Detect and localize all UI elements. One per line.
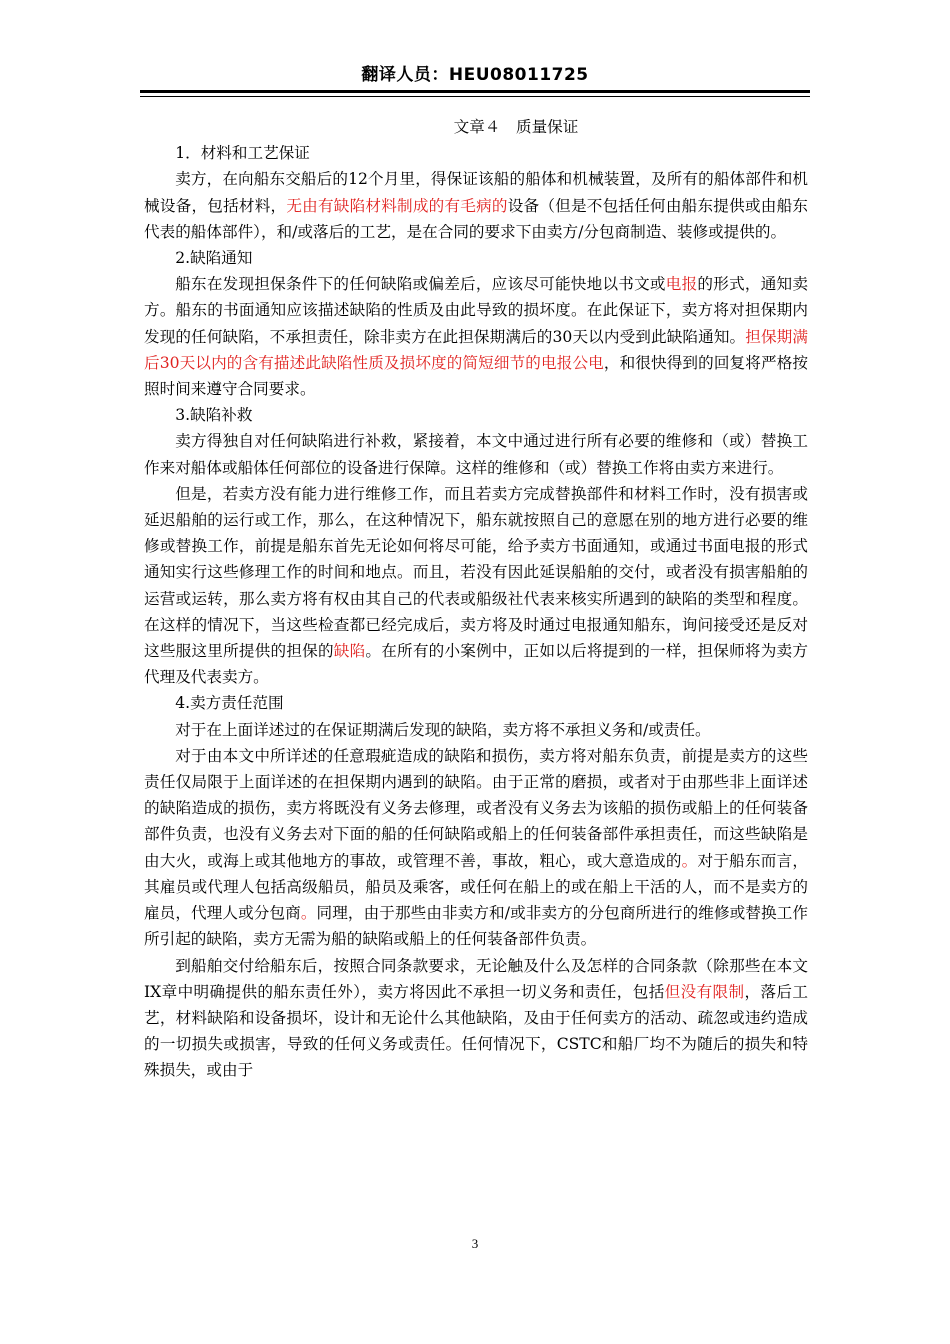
translator-header: 翻译人员：HEU08011725 [361, 65, 589, 85]
highlighted-text: 无由有缺陷材料制成的有毛病的 [286, 196, 508, 215]
article-title: 文章４ 质量保证 [453, 118, 579, 136]
section-heading-defect-notice: 2.缺陷通知 [175, 249, 253, 268]
paragraph-remedy-2 [144, 481, 808, 691]
document-body [144, 114, 808, 1084]
header-rule-thin [140, 96, 810, 97]
paragraph-liability-2 [144, 743, 808, 953]
text-run: 船东在发现担保条件下的任何缺陷或偏差后，应该尽可能快地以书文或 [175, 275, 666, 294]
paragraph-liability-1: 对于在上面详述过的在保证期满后发现的缺陷，卖方将不承担义务和/或责任。 [175, 720, 711, 739]
header-rule-thick [140, 90, 810, 93]
text-run: 到船舶交付给船东后，按照合同条款要求，无论触及什么及怎样的合同条款（除那些在本文IX章中明确提供的船东责任外），卖方将因此不承担一切义务和责任，包括 [144, 956, 808, 1001]
highlighted-text: 。 [681, 851, 698, 870]
highlighted-text: 电报 [665, 275, 698, 294]
text-run: 。在所有的小案例中，正如以后将提到的一样，担保师将为卖方代理及代表卖方。 [144, 642, 808, 687]
highlighted-text: 。 [300, 904, 317, 923]
text-run: ，落后工艺，材料缺陷和设备损坏，设计和无论什么其他缺陷，及由于任何卖方的活动、疏忽或违约造成的一切损失或损害，导致的任何义务或责任。任何情况下，CSTC和船厂均不为随后的损失和特殊损失，或由于 [144, 982, 808, 1080]
paragraph-defect-notice [144, 271, 808, 402]
paragraph-liability-3 [144, 953, 808, 1084]
text-run: 对于船东而言，其雇员或代理人包括高级船员，船员及乘客，或任何在船上的或在船上干活的人，而不是卖方的雇员，代理人或分包商 [144, 851, 808, 923]
highlighted-text: 但没有限制 [664, 982, 745, 1001]
text-run: 的形式，通知卖方。船东的书面通知应该描述缺陷的性质及由此导致的损坏度。在此保证下，卖方将对担保期内发现的任何缺陷，不承担责任，除非卖方在此担保期满后的30天以内受到此缺陷通知。 [144, 275, 808, 346]
text-run: ，和很快得到的回复将严格按照时间来遵守合同要求。 [144, 353, 808, 399]
text-run: 对于由本文中所详述的任意瑕疵造成的缺陷和损伤，卖方将对船东负责，前提是卖方的这些责任仅局限于上面详述的在担保期内遇到的缺陷。由于正常的磨损，或者对于由那些非上面详述的缺陷造成的损伤，卖方将既没有义务去修理，或者没有义务去为该船的损伤或船上的任何装备部件负责，也没有义务去对下面的船的任何缺陷或船上的任何装备部件承担责任，而这些缺陷是由大火，或海上或其他地方的事故，或管理不善，事故，粗心，或大意造成的 [144, 746, 808, 870]
text-run: 同理，由于那些由非卖方和/或非卖方的分包商所进行的维修或替换工作所引起的缺陷，卖方无需为船的缺陷或船上的任何装备部件负责。 [144, 904, 808, 949]
highlighted-text: 担保期满后30天以内的含有描述此缺陷性质及损坏度的简短细节的电报公电 [144, 327, 808, 372]
page-number: 3 [471, 1236, 479, 1251]
text-run: 但是，若卖方没有能力进行维修工作，而且若卖方完成替换部件和材料工作时，没有损害或延迟船舶的运行或工作，那么，在这种情况下，船东就按照自己的意愿在别的地方进行必要的维修或替换工作，前提是船东首先无论如何将尽可能，给予卖方书面通知，或通过书面电报的形式通知实行这些修理工作的时间和地点。而且，若没有因此延误船舶的交付，或者没有损害船舶的运营或运转，那么卖方将有权由其自己的代表或船级社代表来核实所遇到的缺陷的类型和程度。在这样的情况下，当这些检查都已经完成后，卖方将及时通过电报通知船东，询问接受还是反对这些服这里所提供的担保的 [144, 484, 808, 661]
paragraph-materials-guarantee [144, 166, 808, 245]
text-run: 卖方，在向船东交船后的12个月里，得保证该船的船体和机械装置，及所有的船体部件和机械设备，包括材料， [144, 170, 808, 215]
paragraph-remedy-1: 卖方得独自对任何缺陷进行补救，紧接着，本文中通过进行所有必要的维修和（或）替换工作来对船体或船体任何部位的设备进行保障。这样的维修和（或）替换工作将由卖方来进行。 [144, 432, 808, 477]
section-heading-materials: 1．材料和工艺保证 [175, 144, 310, 163]
section-heading-seller-liability: 4.卖方责任范围 [175, 694, 284, 713]
text-run: 设备（但是不包括任何由船东提供或由船东代表的船体部件），和/或落后的工艺，是在合同的要求下由卖方/分包商制造、装修或提供的。 [144, 196, 808, 241]
section-heading-defect-remedy: 3.缺陷补救 [175, 406, 253, 425]
highlighted-text: 缺陷 [333, 642, 366, 661]
